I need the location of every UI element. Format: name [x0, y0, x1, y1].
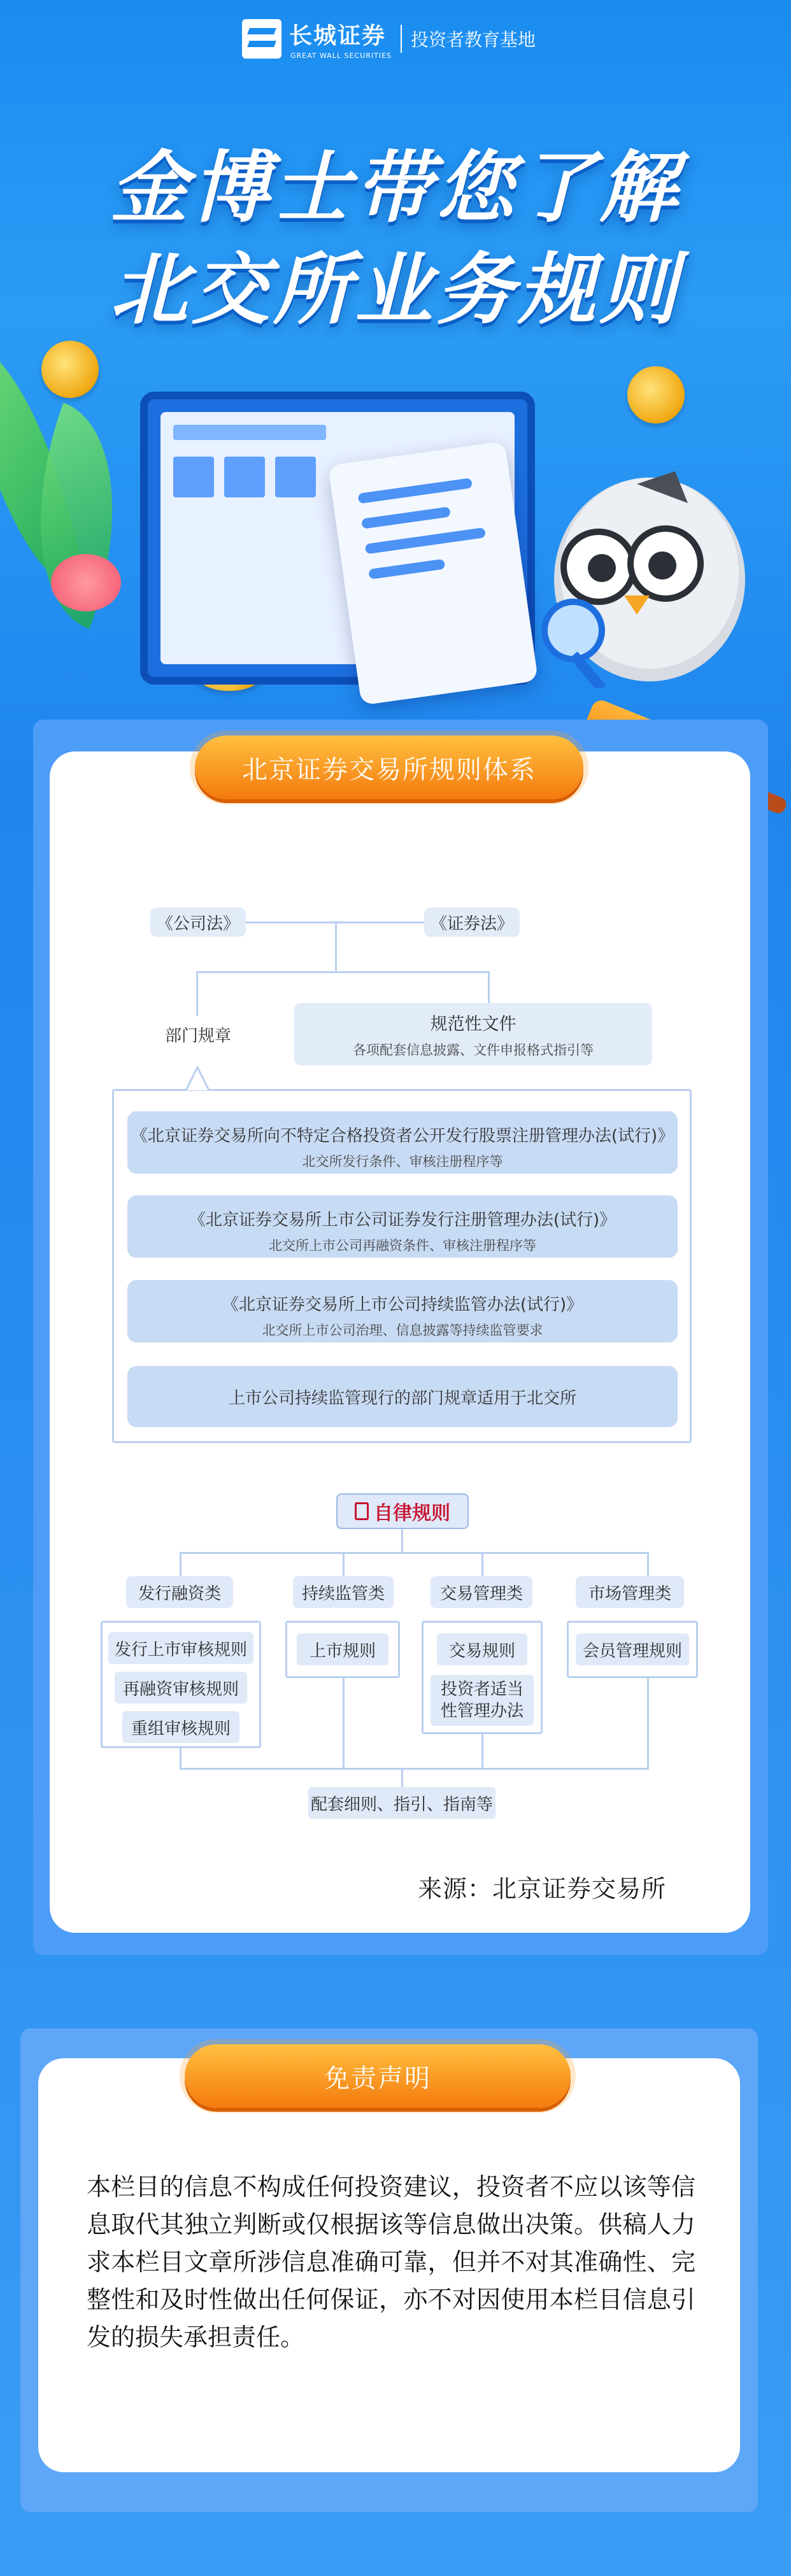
- logo-subtitle: 投资者教育基地: [411, 29, 536, 50]
- coin-icon: [41, 341, 99, 398]
- connector-line: [180, 1552, 648, 1554]
- section-title-pill: 北京证券交易所规则体系: [195, 736, 583, 799]
- callout-pointer-icon: [185, 1065, 210, 1092]
- normative-docs-sub: 各项配套信息披露、文件申报格式指引等: [353, 1042, 594, 1058]
- law-company: 《公司法》: [150, 907, 246, 937]
- supporting-rules-tag: 配套细则、指引、指南等: [308, 1787, 495, 1819]
- connector-line: [343, 1552, 345, 1577]
- document-icon: [355, 1502, 369, 1520]
- logo-divider: [401, 25, 402, 53]
- dept-rules-label: 部门规章: [150, 1018, 246, 1051]
- disclaimer-text: 本栏目的信息不构成任何投资建议，投资者不应以该等信息取代其独立判断或仅根据该等信息做出决策。供稿人力求本栏目文章所涉信息准确可靠，但并不对其准确性、完整性和及时性做出任何保证，亦不对因使用本栏目信息引发的损失承担责任。: [87, 2173, 695, 2351]
- rule-item: [127, 1280, 678, 1342]
- self-rule-label: 自律规则: [374, 1502, 450, 1525]
- connector-line: [180, 1768, 649, 1770]
- logo-name-en: GREAT WALL SECURITIES: [290, 52, 392, 60]
- normative-docs-title: 规范性文件: [430, 1014, 517, 1034]
- rule-tag: 再融资审核规则: [115, 1672, 247, 1704]
- connector-line: [401, 1529, 403, 1552]
- category-supervision: 持续监管类: [293, 1576, 394, 1608]
- self-rule-badge: [336, 1493, 469, 1529]
- rule-tag: 发行上市审核规则: [108, 1632, 253, 1664]
- connector-line: [481, 1734, 483, 1768]
- page-title-line2: 北交所业务规则: [110, 245, 681, 335]
- category-issuance: 发行融资类: [126, 1576, 233, 1608]
- connector-line: [335, 922, 337, 972]
- connector-line: [196, 971, 489, 973]
- rule-tag: 投资者适当性管理办法: [431, 1675, 534, 1726]
- brand-logo: [242, 18, 536, 60]
- connector-line: [488, 971, 490, 1003]
- rule-tag: 会员管理规则: [576, 1633, 689, 1665]
- connector-line: [401, 1768, 403, 1788]
- connector-line: [647, 1678, 649, 1768]
- category-trading: 交易管理类: [431, 1576, 532, 1608]
- disclaimer-title-pill: 免责声明: [185, 2044, 571, 2108]
- rule-tag: 重组审核规则: [122, 1711, 239, 1743]
- great-wall-logo-icon: [242, 19, 281, 59]
- connector-line: [647, 1552, 649, 1577]
- rule-tag: 交易规则: [437, 1633, 527, 1665]
- rule-item: [127, 1366, 678, 1427]
- normative-docs-box: [294, 1003, 652, 1065]
- rule-tag: 上市规则: [297, 1633, 388, 1665]
- connector-line: [180, 1552, 182, 1577]
- rule-desc: 北交所上市公司治理、信息披露等持续监管要求: [262, 1323, 543, 1338]
- rule-title: 《北京证券交易所上市公司证券发行注册管理办法(试行)》: [189, 1211, 616, 1230]
- flower-illustration: [51, 554, 121, 611]
- connector-line: [343, 1678, 345, 1768]
- category-market: 市场管理类: [576, 1576, 684, 1608]
- owl-mascot-icon: [529, 459, 745, 688]
- logo-name-cn: 长城证券: [289, 22, 387, 49]
- document-illustration: [328, 441, 538, 705]
- page-title-line1: 金博士带您了解: [110, 143, 681, 233]
- rule-desc: 北交所发行条件、审核注册程序等: [302, 1154, 503, 1169]
- rule-item: [127, 1195, 678, 1258]
- rule-title: 上市公司持续监管现行的部门规章适用于北交所: [228, 1388, 576, 1408]
- law-securities: 《证券法》: [424, 907, 520, 937]
- connector-line: [481, 1552, 483, 1577]
- source-note: 来源：北京证券交易所: [418, 1875, 667, 1903]
- rule-title: 《北京证券交易所上市公司持续监管办法(试行)》: [222, 1295, 583, 1314]
- connector-line: [196, 971, 198, 1016]
- coin-icon: [627, 366, 685, 423]
- rule-item: [127, 1111, 678, 1174]
- connector-line: [180, 1748, 182, 1768]
- rule-title: 《北京证券交易所向不特定合格投资者公开发行股票注册管理办法(试行)》: [131, 1127, 674, 1146]
- rule-desc: 北交所上市公司再融资条件、审核注册程序等: [269, 1238, 536, 1253]
